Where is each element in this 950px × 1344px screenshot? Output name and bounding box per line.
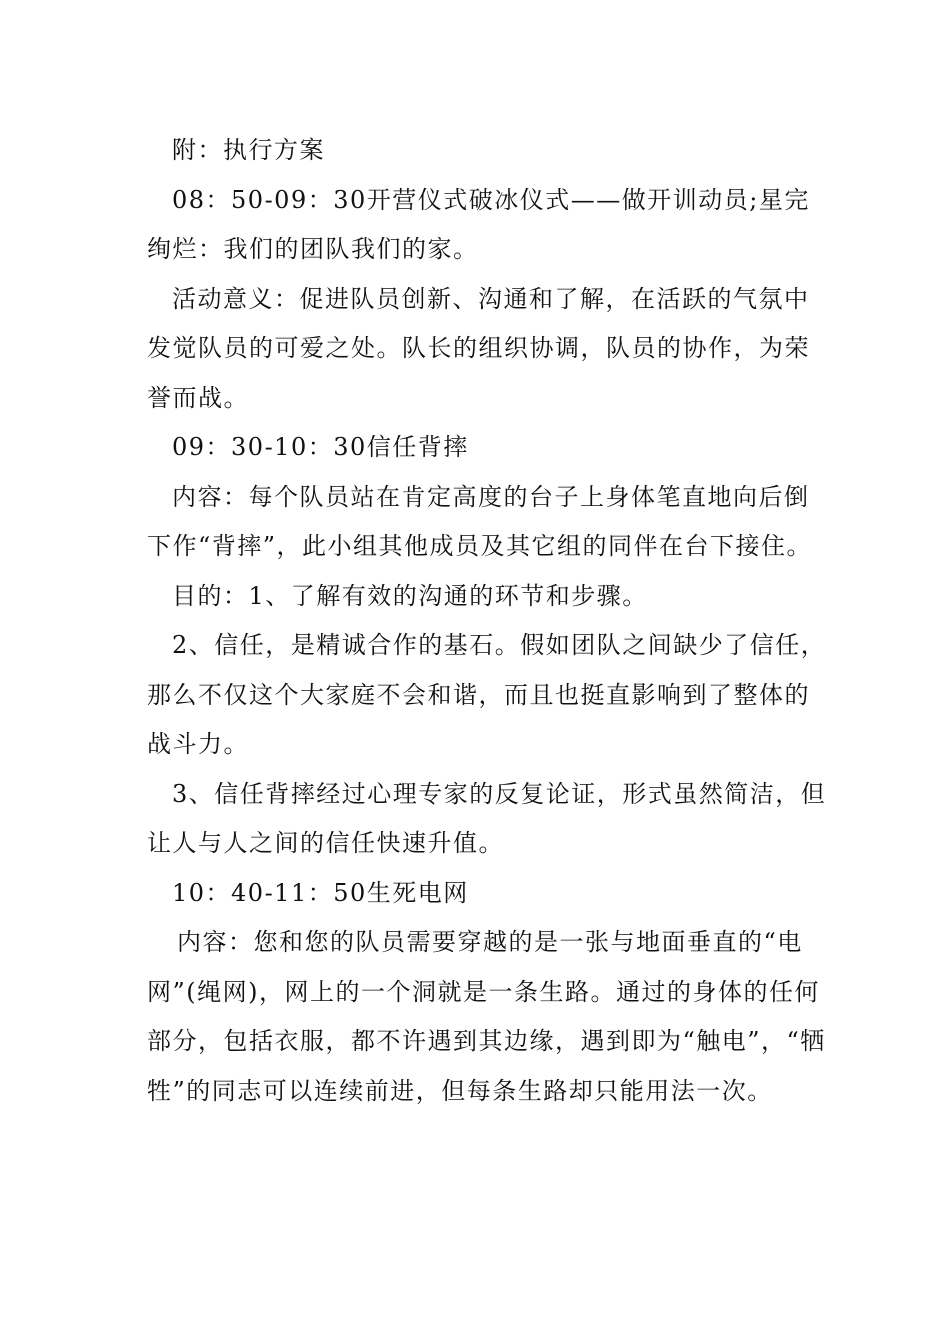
paragraph-appendix-heading: 附：执行方案 [172,136,325,164]
document-body [147,126,827,1116]
paragraph-purpose-2: 2、信任，是精诚合作的基石。假如团队之间缺少了信任，那么不仅这个大家庭不会和谐，而且也挺直影响到了整体的战斗力。 [147,631,827,758]
paragraph-electric-net-time: 10：40-11：50生死电网 [172,878,469,907]
paragraph-opening-ceremony: 08：50-09：30开营仪式破冰仪式——做开训动员;星完绚烂：我们的团队我们的家。 [147,185,810,263]
paragraph-activity-meaning: 活动意义：促进队员创新、沟通和了解，在活跃的气氛中发觉队员的可爱之处。队长的组织协调，队员的协作，为荣誉而战。 [147,284,810,412]
paragraph-purpose-1: 目的：1、了解有效的沟通的环节和步骤。 [172,581,648,610]
paragraph-trust-fall-content: 内容：每个队员站在肯定高度的台子上身体笔直地向后倒下作“背摔”，此小组其他成员及其它组的同伴在台下接住。 [147,482,813,560]
paragraph-trust-fall-time: 09：30-10：30信任背摔 [172,433,469,461]
paragraph-purpose-3: 3、信任背摔经过心理专家的反复论证，形式虽然简洁，但让人与人之间的信任快速升值。 [147,779,827,857]
paragraph-electric-net-content: 内容：您和您的队员需要穿越的是一张与地面垂直的“电网”(绳网)，网上的一个洞就是一条生路。通过的身体的任何部分，包括衣服，都不许遇到其边缘，遇到即为“触电”，“牺牲”的同志可以连续前进，但每条生路却只能用法一次。 [147,928,826,1105]
